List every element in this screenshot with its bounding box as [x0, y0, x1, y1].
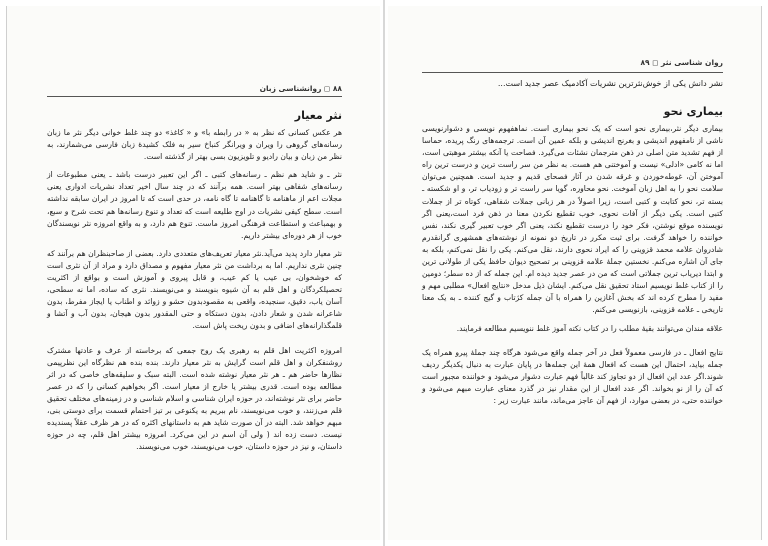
left-paragraph-1: هر عکس کسانی که نظر به « در رابطه با» و « کاغذ» دو چند غلط خوانی دیگر نثر ما زبان رسانه‌های گروهی را ویران و ویرانگر کنباخ سیر به فلک کشیدهٔ زبان فارسی می‌شمارند، به نظر من زبان و بیان رادیو و تلویزیون بسی بهتر از گذشته است. — [47, 128, 342, 162]
left-paragraph-2: نثر ـ و شاید هم نظم ـ رسانه‌های کتبی ـ اگر این تعبیر درست باشد ـ یعنی مطبوعات از رسانه‌های شفاهی بهتر است. همه برآنند که در چند سال اخیر تعداد نشریات ادواری یعنی مجلات اعم از ماهنامه تا گاهنامه تا گاه نامه، در حدی است که تا امروز در ایران سابقه نداشته است. سطح کیفی نشریات در اوج طلیعه است که تعداد و تنوع رسانه‌ها هم تحت شرح و سبع، و بهمباعث و استطاعت فرهنگی امروز ماست. تنوع هم دارد، و به واقع امروزه نثر نویسندگان خوب از هر دوره‌ای بیشتر داریم. — [47, 170, 342, 240]
section-title-standard-prose: نثر معیار — [294, 109, 342, 122]
left-running-head: ۸۸ ◻ روانشناسی زبان — [259, 84, 342, 93]
book-gutter — [383, 0, 385, 546]
right-header-rule — [422, 72, 723, 73]
right-paragraph-2: علاقه مندان می‌توانند بقیهٔ مطلب را در کتاب نکته آموز غلط ننویسیم مطالعه فرمایند. — [456, 323, 723, 333]
left-paragraph-3: نثر معیار دارد پدید می‌آید.نثر معیار تعریف‌های متعددی دارد. بعضی از صاحبنظران هم برآنند که چنین نثری نداریم. اما به برداشت من نثر معیار مفهوم و مصداق دارد و مراد از آن نثری است که خوشخوان، بی عیب یا کم عیب، و قابل پیروی و آموزش است و بواقع از اکثریت تحصیلکردگان و اهل قلم به آن شیوه بنویسند و می‌نویسند. نثری که ساده، اما نه سطحی، آسان یاب، دقیق، سنجیده، واقعی به مقصودبدون حشو و زوائد و اطناب یا ایجاز مفرط، بدون شاعرانه شدن و شعار دادن، بدون دستکاه و حتی المقدور بدون هیجان، بدون آب و آتشا و قلمگذارانه‌های اضافی و بدون ریخت پاش است. — [47, 248, 342, 331]
right-intro-line: نشر دانش یکی از خوش‌نثرترین نشریات آکادمیک عصر جدید است... — [497, 79, 723, 88]
left-page — [6, 6, 380, 540]
section-title-syntax-disease: بیماری نحو — [663, 105, 723, 118]
left-paragraph-4: امروزه اکثریت اهل قلم به رهبری یک روح جمعی که برخاسته از عرف و عادتها مشترک روشنفکران و اهل قلم است گرایش به نثر معیار دارند. بنده بنده هم نظرگاه این نظرپیمی نظارها حاضر هم ـ هر نثر معیار نوشته شده است. البته سبک و سلیقه‌های خاصی که در اثر مطالعه بوده است. قدری بیشتر یا خارج از معیار است. اگر بخواهیم کسانی را که در عصر حاضر برای نثر نوشته‌اند، در حوزه ایران شناسی و اسلام شناسی و در زمینه‌های مختلف تحقیق قلم می‌زنند، و خوب می‌نویسند، نام ببریم به یکنوعی بر تیز احتمام قسمت برای دوستی بنی، مبهم خواهد شد. البته در آن صورت شاید هم به داستانهای اکثره که در هر ظرف عقلاً پسندیده نیست. دست زده اند ( ولی آن اسم در این می‌کرد. امروزه بیشتر اهل قلم، چه در حوزه داستان، و نیز در حوزه داستان، خوب می‌نویسند، خوب می‌نویسند. — [47, 345, 342, 452]
right-page — [388, 6, 762, 540]
left-header-rule — [47, 96, 342, 97]
right-page-content — [422, 78, 723, 413]
right-paragraph-3: نتایج افعال ـ در فارسی معمولاً فعل در آخر جمله واقع می‌شود هرگاه چند جملهٔ پیرو همراه یک جمله بیاید، احتمال این هست که افعال همهٔ این جمله‌ها در پایان عبارت به دنبال یکدیگر ردیف شوند.اگر عدد این افعال از دو تجاوز کند غالباً فهم عبارت دشوار می‌شود و خواننده مجبور است که آن را از نو بخواند. اگر عدد افعال از این مقدار نیز در گذرد معنای عبارت مبهم می‌شود و خواننده حتی، در بعضی موارد، از فهم آن عاجز می‌ماند، مانند عبارت زیر : — [422, 347, 723, 405]
left-page-content — [47, 108, 342, 459]
right-paragraph-1: بیماری دیگر نثر،بیماری نحو است که یک نحو بیماری است. نماهفهوم نویسی و دشوارنویسی ناشی از نامفهوم اندیشی و بغرنج اندیشی و بلکه عمین آن است. ترجمه‌های رنگ پریده، حماسا از فهم تشدید متن اصلی در ذهن مترجمان نشئات می‌گیرد. فصاحت یا آنکه بیشتر موهبتی است، اما نه کامی «ادلی» نیست و آموختنی هم هست. به نظر من سر راست ترین و درست ترین راه آموختن آن، غوطه‌خوردن و غرقه شدن در آثار فصحای قدیم و جدید است. همچنین می‌توان سلامت نحو را به اهل زبان آموخت. نحو محاوره، گویا سر راست تر و زودیاب تر، و او شکسته ـ بسته تر، نحو کتابت و کتبی است، زیرا اصولاً در هر زبانی جملات شفاهی، کوتاه تر از جملات کتبی است. یکی دیگر از آفات نحوی، خوب تقطیع نکردن معنا در ذهن فرد است،یعنی اگر نویسنده موقع نوشتن، فکر خود را درست تقطیع نکند، یعنی اگر خوب تعبیر گیری نکند، نفس خواننده را خواهد گرفت. برای ثبت مکرر در تاریخ دو نمونه از نوشته‌های همشهری گرانقدرم شادروان علامه محمد قزوینی را که ایراد نحوی دارند، نقل می‌کنم. یکی را نقل نمی‌کنم، بلکه به جای آن اشاره می‌کنم. نخستین جملهٔ علامه قزوینی بر تصحیح دیوان حافظ یکی از طولانی ترین و ابتدا دیریاب ترین جملاتی است که من در عصر جدید دیده ام. این جمله که از ده سطر؛ دومین را از کتاب غلط نویسیم استاد تحقیق نقل می‌کنم. ایشان ذیل مدخل «نتایج افعال» مطلبی مهم و مفید را مطرح کرده اند که بخش آغازین را همراه با آن جمله کژتاب و گیج کننده ـ به یک معنا تاریخی ـ علامه قزوینی، بازنویسی می‌کنم. — [422, 124, 723, 315]
right-running-head: روان شناسی نثر ◻ ۸۹ — [640, 58, 723, 67]
